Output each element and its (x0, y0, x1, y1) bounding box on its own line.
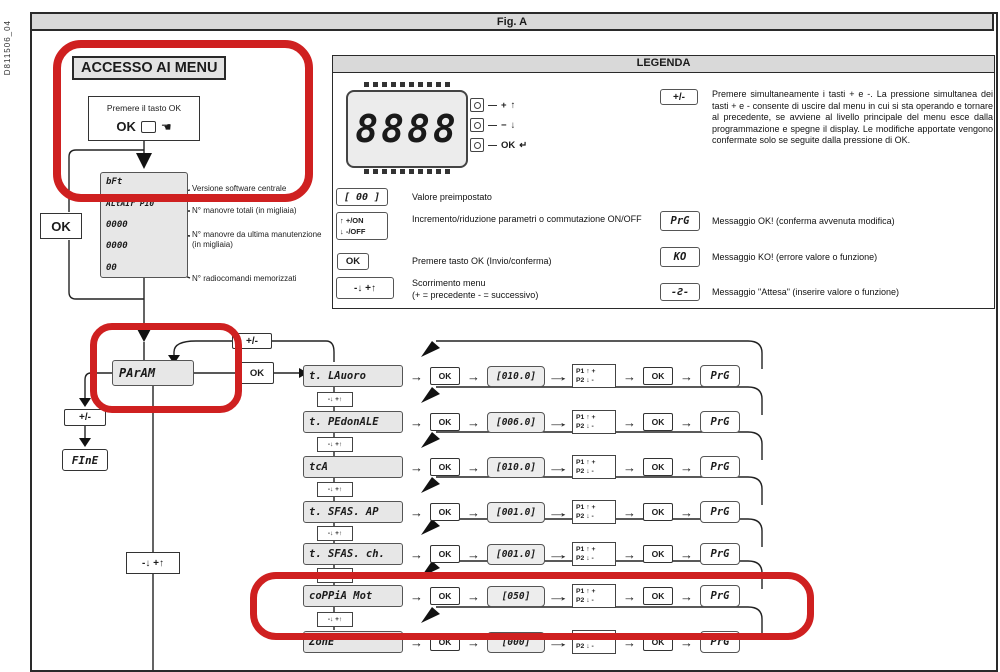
ok-button: OK (643, 503, 673, 521)
p1-p2-buttons (572, 542, 616, 566)
figure-label: Fig. A (496, 16, 528, 28)
scroll-menu-text (412, 278, 662, 301)
press-ok-label: Premere il tasto OK (106, 103, 182, 113)
prg-display: PrG (700, 543, 740, 565)
p2-down-label: P2 ↓ - (576, 513, 594, 521)
ok-button: OK (430, 413, 460, 431)
ok-key-label: OK (116, 119, 136, 134)
menu-item-coppia-mot: coPPiA Mot (303, 585, 403, 607)
display-line-bft: bFt (106, 177, 123, 187)
p1-up-label: P1 ↑ + (576, 413, 596, 421)
ok-button: OK (430, 545, 460, 563)
preset-value-text: Valore preimpostato (412, 192, 492, 202)
display-line-manutenzione: 0000 (106, 241, 128, 252)
version-label-manutenzione: N° manovre da ultima manutenzione (in migliaia) (192, 230, 322, 249)
menu-row-sfas-ch (303, 541, 740, 567)
document-code: D811506_04 (3, 20, 12, 76)
seven-segment-display (346, 90, 468, 168)
prg-display: PrG (700, 585, 740, 607)
menu-item-sfas-ap: t. SFAS. AP (303, 501, 403, 523)
button-ok-icon (470, 138, 484, 152)
wait-message-symbol: -Ƨ- (660, 283, 700, 301)
arrow-right-icon: → (467, 459, 480, 475)
arrow-right-icon: → (546, 459, 571, 475)
scroll-keys-box: -↓ +↑ (317, 568, 353, 583)
p1-p2-buttons (572, 500, 616, 524)
arrow-right-icon: → (546, 588, 571, 604)
value-display: [010.0] (487, 457, 545, 478)
scroll-keys-box: -↓ +↑ (317, 612, 353, 627)
scroll-menu-symbol: -↓ +↑ (336, 277, 394, 299)
display-line-sw: ALtAIr P10 (106, 198, 155, 208)
down-arrow-icon: ↓ (510, 119, 516, 131)
arrow-right-icon: → (467, 634, 480, 650)
display-dots-top (364, 82, 450, 87)
minus-label: − (501, 119, 507, 131)
p2-down-label: P2 ↓ - (576, 555, 594, 563)
ok-button: OK (643, 458, 673, 476)
menu-row-coppia-mot (303, 583, 740, 609)
value-display: [001.0] (487, 502, 545, 523)
arrow-right-icon: → (467, 588, 480, 604)
p1-p2-buttons (572, 364, 616, 388)
ok-button: OK (643, 413, 673, 431)
scroll-keys-box: -↓ +↑ (317, 437, 353, 452)
version-label-radiocomandi: N° radiocomandi memorizzati (192, 274, 297, 283)
menu-item-pedonale: t. PEdonALE (303, 411, 403, 433)
menu-item-lavoro: t. LAuoro (303, 365, 403, 387)
menu-row-zone (303, 629, 740, 655)
scroll-text-line1: Scorrimento menu (412, 278, 486, 288)
arrow-right-icon: → (546, 414, 571, 430)
legend-ok-symbol: OK (337, 253, 369, 270)
connector-dash (488, 105, 497, 106)
hand-press-icon: ☚ (160, 119, 172, 134)
p2-down-label: P2 ↓ - (576, 643, 594, 651)
arrow-right-icon: → (467, 414, 480, 430)
inc-dec-text: Incremento/riduzione parametri o commutazione ON/OFF (412, 214, 642, 224)
plus-minus-text: Premere simultaneamente i tasti + e -. La pressione simultanea dei tasti + e - consente di uscire dal menu in cui si sta operando e tornare al precedente, se avviene al livello principale del menu esce dalla programmazione e spegne il display. Le modifiche apportate vengono confermate solo se seguite dalla pressione di OK. (712, 89, 993, 145)
prg-display: PrG (700, 456, 740, 478)
display-button-ok (470, 138, 527, 152)
preset-value-symbol: [ 00 ] (336, 188, 388, 206)
button-plus-icon (470, 98, 484, 112)
ok-button: OK (643, 545, 673, 563)
menu-row-pedonale (303, 409, 740, 435)
arrow-right-icon: → (546, 546, 571, 562)
prg-display: PrG (700, 365, 740, 387)
p2-down-label: P2 ↓ - (576, 423, 594, 431)
arrow-right-icon: → (623, 634, 636, 650)
arrow-right-icon: → (410, 588, 423, 604)
scroll-keys-box: -↓ +↑ (317, 392, 353, 407)
arrow-right-icon: → (467, 504, 480, 520)
ok-button: OK (430, 367, 460, 385)
value-display: [006.0] (487, 412, 545, 433)
menu-item-tca: tcA (303, 456, 403, 478)
display-button-plus (470, 98, 515, 112)
display-dots-bottom (364, 169, 450, 174)
menu-item-zone: ZonE (303, 631, 403, 653)
prg-message-symbol: PrG (660, 211, 700, 231)
arrow-right-icon: → (680, 414, 693, 430)
arrow-right-icon: → (623, 504, 636, 520)
connector-dash (488, 125, 497, 126)
prg-display: PrG (700, 631, 740, 653)
arrow-right-icon: → (680, 368, 693, 384)
value-display: [010.0] (487, 366, 545, 387)
display-button-minus (470, 118, 515, 132)
button-minus-icon (470, 118, 484, 132)
prg-message-text: Messaggio OK! (conferma avvenuta modifica) (712, 216, 895, 226)
ok-button-param: OK (240, 362, 274, 384)
value-display: [001.0] (487, 544, 545, 565)
p1-up-label: P1 ↑ + (576, 633, 596, 641)
p1-up-label: P1 ↑ + (576, 458, 596, 466)
prg-display: PrG (700, 501, 740, 523)
arrow-right-icon: → (623, 368, 636, 384)
arrow-right-icon: → (467, 368, 480, 384)
menu-row-sfas-ap (303, 499, 740, 525)
arrow-right-icon: → (623, 546, 636, 562)
arrow-right-icon: → (467, 546, 480, 562)
menu-fine-box: FInE (62, 449, 108, 471)
arrow-right-icon: → (546, 634, 571, 650)
inc-on-label: ↑ +/ON (340, 215, 364, 225)
scroll-text-line2: (+ = precedente - = successivo) (412, 289, 539, 300)
figure-caption-bar (30, 12, 994, 31)
access-menu-title: ACCESSO AI MENU (72, 56, 226, 80)
arrow-right-icon: → (546, 504, 571, 520)
arrow-right-icon: → (410, 414, 423, 430)
ok-label: OK (501, 139, 516, 151)
arrow-right-icon: → (546, 368, 571, 384)
ok-button: OK (643, 633, 673, 651)
scroll-keys-box: -↓ +↑ (317, 526, 353, 541)
arrow-right-icon: → (623, 459, 636, 475)
arrow-right-icon: → (410, 634, 423, 650)
ok-button: OK (643, 367, 673, 385)
plus-minus-box-top: +/- (232, 333, 272, 349)
arrow-right-icon: → (410, 368, 423, 384)
arrow-right-icon: → (623, 414, 636, 430)
p2-down-label: P2 ↓ - (576, 597, 594, 605)
ok-button: OK (430, 633, 460, 651)
press-ok-box (88, 96, 200, 141)
p2-down-label: P2 ↓ - (576, 468, 594, 476)
ko-message-symbol: KO (660, 247, 700, 267)
version-label-manovre: N° manovre totali (in migliaia) (192, 206, 297, 215)
arrow-right-icon: → (623, 588, 636, 604)
inc-dec-symbol (336, 212, 388, 240)
arrow-right-icon: → (410, 504, 423, 520)
ok-button: OK (643, 587, 673, 605)
plus-minus-box-exit: +/- (64, 409, 106, 426)
arrow-right-icon: → (680, 459, 693, 475)
arrow-right-icon: → (680, 546, 693, 562)
plus-label: + (501, 99, 507, 111)
enter-arrow-icon: ↵ (519, 139, 528, 151)
ok-button-box: OK (40, 213, 82, 239)
menu-row-lavoro (303, 363, 740, 389)
menu-param-box: PArAM (112, 360, 194, 386)
ok-button: OK (430, 587, 460, 605)
up-arrow-icon: ↑ (510, 99, 516, 111)
p2-down-label: P2 ↓ - (576, 377, 594, 385)
p1-p2-buttons (572, 584, 616, 608)
p1-p2-buttons (572, 455, 616, 479)
wait-message-text: Messaggio "Attesa" (inserire valore o funzione) (712, 287, 899, 297)
dec-off-label: ↓ -/OFF (340, 227, 366, 237)
plus-minus-symbol: +/- (660, 89, 698, 105)
scroll-keys-box: -↓ +↑ (317, 482, 353, 497)
arrow-right-icon: → (680, 504, 693, 520)
p1-up-label: P1 ↑ + (576, 545, 596, 553)
legend-ok-text: Premere tasto OK (Invio/conferma) (412, 256, 552, 266)
arrow-right-icon: → (410, 546, 423, 562)
display-digits: 8888 (355, 107, 459, 151)
value-display: [000] (487, 632, 545, 653)
version-label-software: Versione software centrale (192, 184, 287, 193)
p1-up-label: P1 ↑ + (576, 587, 596, 595)
menu-item-sfas-ch: t. SFAS. ch. (303, 543, 403, 565)
p1-p2-buttons (572, 410, 616, 434)
p1-p2-buttons (572, 630, 616, 654)
ok-button: OK (430, 458, 460, 476)
connector-dash (488, 145, 497, 146)
ok-button: OK (430, 503, 460, 521)
scroll-keys-box-left: -↓ +↑ (126, 552, 180, 574)
version-display-box (100, 172, 188, 278)
arrow-right-icon: → (680, 588, 693, 604)
arrow-right-icon: → (680, 634, 693, 650)
display-line-radiocomandi: 00 (106, 263, 117, 273)
ko-message-text: Messaggio KO! (errore valore o funzione) (712, 252, 878, 262)
legend-title: LEGENDA (333, 56, 994, 73)
p1-up-label: P1 ↑ + (576, 367, 596, 375)
prg-display: PrG (700, 411, 740, 433)
arrow-right-icon: → (410, 459, 423, 475)
p1-up-label: P1 ↑ + (576, 503, 596, 511)
display-line-manovre: 0000 (106, 219, 128, 230)
menu-row-tca (303, 454, 740, 480)
value-display: [050] (487, 586, 545, 607)
key-button-icon (141, 121, 156, 133)
